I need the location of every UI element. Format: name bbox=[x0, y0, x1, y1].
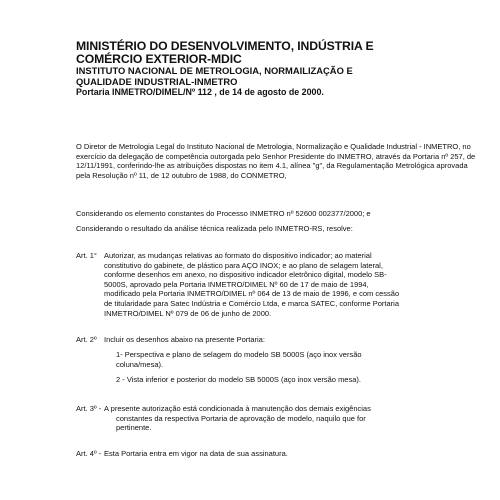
article-2 bbox=[76, 335, 486, 385]
article-3-text: A presente autorização está condicionada à manutenção dos demais exigências bbox=[104, 404, 371, 413]
article-1-text: Autorizar, as mudanças relativas ao formato do dispositivo indicador; ao material constitutivo do gabinete, de plástico para AÇO INOX; e ao plano de selagem lateral, conforme desenhos em anexo, no dispositivo indicador eletrônico digital, modelo SB-5000S, aprovado pela Portaria INMETRO/DIMEL Nº 60 de 17 de maio de 1994, modificado pela Portaria INMETRO/DIMEL nº 064 de 13 de maio de 1996, e com cessão de titularidade para Satec Indústria e Comércio Ltda, e marca SATEC, conforme Portaria INMETRO/DIMEL Nº 079 de 06 de junho de 2000. bbox=[104, 251, 400, 318]
article-4 bbox=[76, 449, 486, 461]
institute-title-line2: QUALIDADE INDUSTRIAL-INMETRO bbox=[76, 75, 238, 87]
article-1 bbox=[76, 251, 486, 321]
portaria-title: Portaria INMETRO/DIMEL/Nº 112 , de 14 de agosto de 2000. bbox=[76, 87, 324, 97]
article-3-number: Art. 3º - bbox=[76, 404, 102, 413]
article-4-number: Art. 4º - bbox=[76, 449, 102, 458]
ministry-title-line2: COMÉRCIO EXTERIOR-MDIC bbox=[76, 52, 242, 66]
article-1-number: Art. 1° bbox=[76, 251, 97, 260]
drawing-item-1: 1- Perspectiva e plano de selagem do modelo SB 5000S (aço inox versão coluna/mesa). bbox=[116, 350, 362, 369]
considerando-paragraph-2: Considerando o resultado da análise técnica realizada pelo INMETRO-RS, resolve: bbox=[76, 224, 353, 233]
article-3-continuation: constantes da respectiva Portaria de aprovação de modelo, naquilo que for pertinente. bbox=[116, 413, 366, 433]
article-2-text: Incluir os desenhos abaixo na presente Portaria: bbox=[104, 335, 265, 344]
institute-title-line1: INSTITUTO NACIONAL DE METROLOGIA, NORMAILIZAÇÃO E bbox=[76, 65, 353, 76]
document-header bbox=[76, 40, 476, 98]
article-4-text: Esta Portaria entra em vigor na data de sua assinatura. bbox=[104, 449, 288, 458]
intro-paragraph: O Diretor de Metrologia Legal do Instituto Nacional de Metrologia, Normalização e Qualidade Industrial - INMETRO, no exercício da delegação de competência outorgada pelo Senhor Presidente do INMETRO, através da Portaria nº 257, de 12/11/1991, conferindo-lhe as atribuições dispostas no item 4.1, alínea "g", da Regulamentação Metrológica aprovada pela Resolução nº 11, de 12 outubro de 1988, do CONMETRO, bbox=[76, 142, 476, 180]
ministry-title-line1: MINISTÉRIO DO DESENVOLVIMENTO, INDÚSTRIA E bbox=[76, 39, 374, 53]
article-3 bbox=[76, 404, 486, 434]
considerando-paragraph-1: Considerando os elemento constantes do Processo INMETRO nº 52600 002377/2000; e bbox=[76, 209, 371, 218]
drawing-item-2: 2 - Vista inferior e posterior do modelo SB 5000S (aço inox versão mesa). bbox=[116, 375, 361, 384]
article-2-number: Art. 2º bbox=[76, 335, 97, 344]
